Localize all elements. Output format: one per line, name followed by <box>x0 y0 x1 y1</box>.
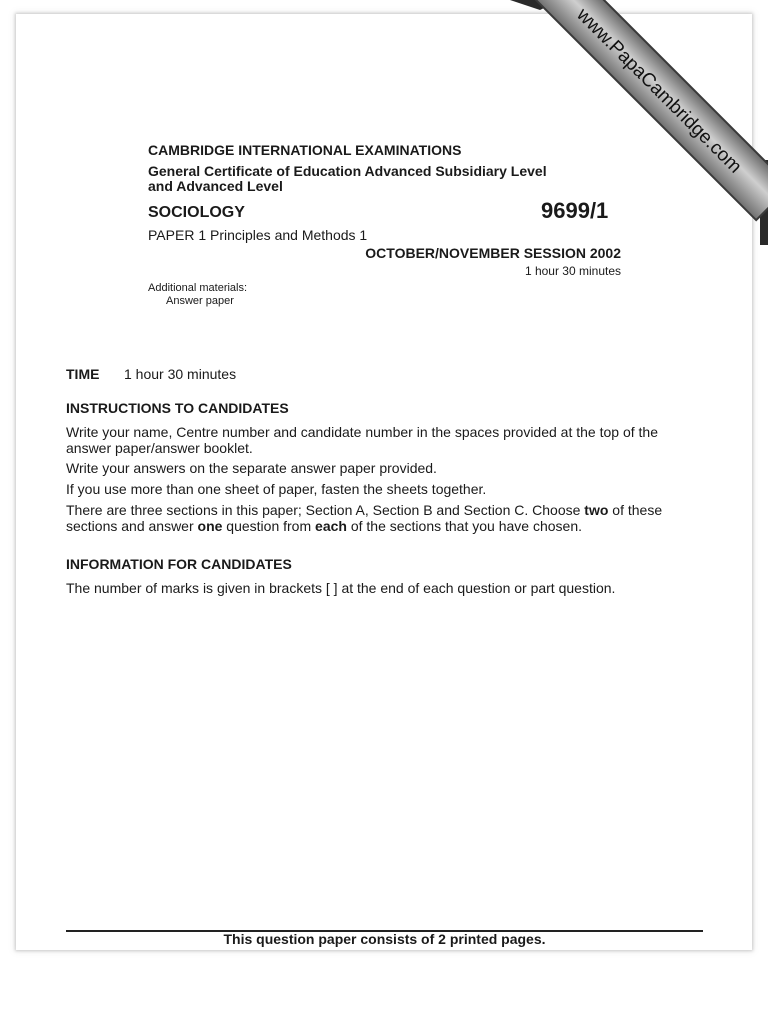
instruction-4-text-d: sections and answer <box>66 518 198 534</box>
footer-page-count: This question paper consists of 2 printed pages. <box>223 931 546 947</box>
exam-board: CAMBRIDGE INTERNATIONAL EXAMINATIONS <box>148 142 462 158</box>
instruction-paragraph-3: If you use more than one sheet of paper, fasten the sheets together. <box>66 481 487 497</box>
instruction-paragraph-1 <box>66 424 704 456</box>
additional-materials-item: Answer paper <box>166 295 234 307</box>
qualification-line-1: General Certificate of Education Advanced Subsidiary Level <box>148 163 547 179</box>
instruction-paragraph-4 <box>66 502 704 534</box>
instruction-1-line-1: Write your name, Centre number and candidate number in the spaces provided at the top of the <box>66 424 658 440</box>
time-label: TIME <box>66 366 100 382</box>
instruction-4-emphasis-two: two <box>584 502 609 518</box>
instruction-paragraph-2: Write your answers on the separate answer paper provided. <box>66 460 437 476</box>
instructions-heading: INSTRUCTIONS TO CANDIDATES <box>66 400 289 416</box>
instruction-4-text-h: of the sections that you have chosen. <box>346 518 582 534</box>
additional-materials-label: Additional materials: <box>148 282 248 294</box>
watermark-text: www.PapaCambridge.com <box>572 4 746 178</box>
information-paragraph-1: The number of marks is given in brackets [ ] at the end of each question or part question. <box>66 580 616 596</box>
instruction-4-emphasis-each: each <box>315 518 347 534</box>
instruction-4-emphasis-one: one <box>197 518 223 534</box>
instruction-4-text-c: of these <box>608 502 663 518</box>
exam-session: OCTOBER/NOVEMBER SESSION 2002 <box>365 245 621 261</box>
instruction-4-line-2 <box>66 518 704 534</box>
paper-title: PAPER 1 Principles and Methods 1 <box>148 227 368 243</box>
time-value: 1 hour 30 minutes <box>124 366 237 382</box>
instruction-4-text-a: There are three sections in this paper; Section A, Section B and Section C. Choose <box>66 502 585 518</box>
subject-title: SOCIOLOGY <box>148 204 245 221</box>
paper-code: 9699/1 <box>541 198 609 223</box>
qualification-line-2: and Advanced Level <box>148 178 283 194</box>
exam-duration: 1 hour 30 minutes <box>524 264 621 278</box>
information-heading: INFORMATION FOR CANDIDATES <box>66 556 292 572</box>
instruction-1-line-2: answer paper/answer booklet. <box>66 440 253 456</box>
instruction-4-text-f: question from <box>222 518 316 534</box>
